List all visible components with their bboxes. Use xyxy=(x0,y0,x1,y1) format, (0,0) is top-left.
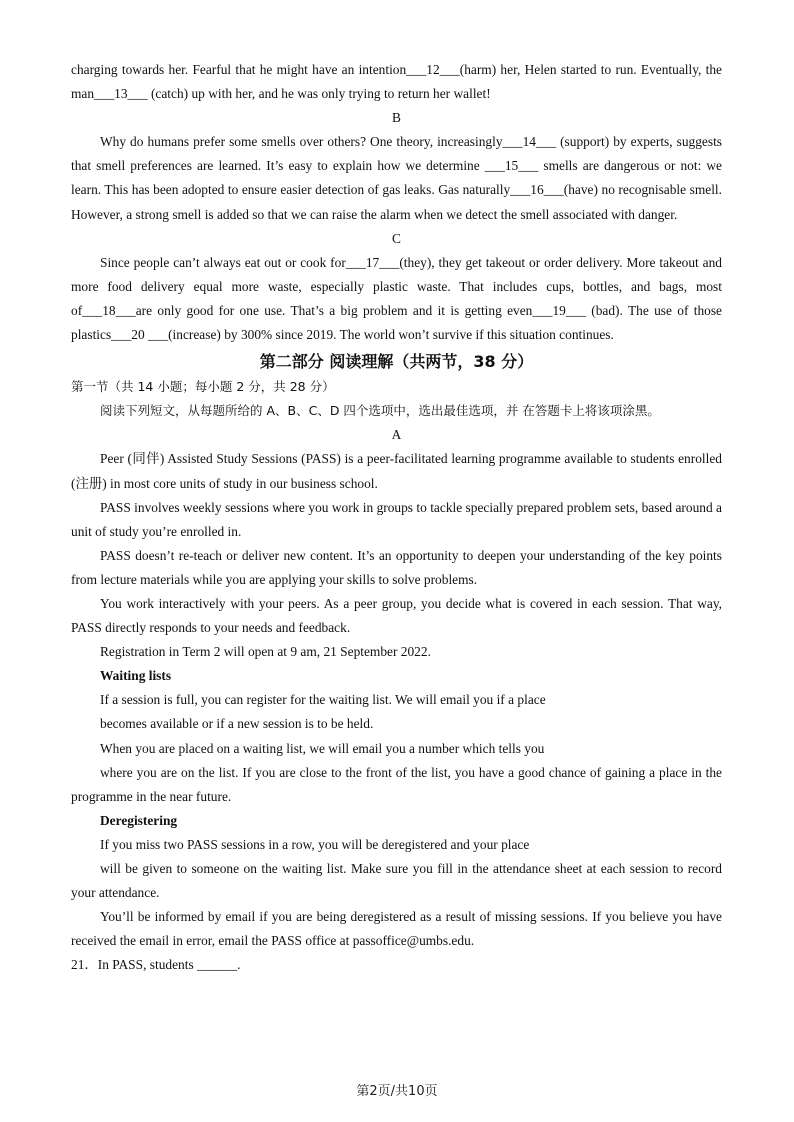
section-c-paragraph: Since people can’t always eat out or cook for___17___(they), they get takeout or order delivery. More takeout and more food delivery equal more waste, especially plastic waste. That includes cups, bottles, and bags, most of___18___are only good for one use. That’s a big problem and it is getting even___19___ (bad). The use of those plastics___20 ___(increase) by 300% since 2019. The world won’t survive if this situation continues. xyxy=(71,254,722,343)
instructions: 阅读下列短文，从每题所给的 A、B、C、D 四个选项中，选出最佳选项，并 在答题卡上将该项涂黑。 xyxy=(100,403,660,419)
waiting-line-4: where you are on the list. If you are close to the front of the list, you have a good chance of gaining a place in the programme in the near future. xyxy=(71,764,722,804)
dereg-line-1: If you miss two PASS sessions in a row, you will be deregistered and your place xyxy=(100,836,530,852)
exam-page xyxy=(71,58,722,977)
section-b-paragraph: Why do humans prefer some smells over others? One theory, increasingly___14___ (support) by experts, suggests that smell preferences are learned. It’s easy to explain how we determine ___15___ smells are dangerous or not: we learn. This has been adopted to ensure easier detection of gas leaks. Gas naturally___16___(have) no recognisable smell. However, a strong smell is added so that we can raise the alarm when we detect the smell associated with danger. xyxy=(71,134,722,222)
passage-a-label: A xyxy=(391,427,402,443)
section-b-label: B xyxy=(392,110,401,126)
waiting-line-3: When you are placed on a waiting list, we will email you a number which tells you xyxy=(100,740,545,756)
passage-a-paragraph-3: PASS doesn’t re-teach or deliver new content. It’s an opportunity to deepen your understanding of the key points from lecture materials while you are applying your skills to solve problems. xyxy=(71,547,722,587)
part-two-heading: 第二部分 阅读理解（共两节，38 分） xyxy=(259,352,534,372)
registration-line: Registration in Term 2 will open at 9 am, 21 September 2022. xyxy=(100,644,431,660)
passage-a-paragraph-1: Peer (同伴) Assisted Study Sessions (PASS) is a peer-facilitated learning programme available to students enrolled (注册) in most core units of study in our business school. xyxy=(71,451,722,491)
passage-a-paragraph-4: You work interactively with your peers. As a peer group, you decide what is covered in each session. That way, PASS directly responds to your needs and feedback. xyxy=(71,595,722,636)
waiting-line-2: becomes available or if a new session is to be held. xyxy=(100,716,374,732)
waiting-line-1: If a session is full, you can register for the waiting list. We will email you if a place xyxy=(100,692,546,708)
deregistering-heading: Deregistering xyxy=(100,812,178,828)
waiting-lists-heading: Waiting lists xyxy=(100,668,172,684)
subsection-title: 第一节（共 14 小题；每小题 2 分，共 28 分） xyxy=(71,379,335,395)
dereg-line-2: will be given to someone on the waiting list. Make sure you fill in the attendance sheet at each session to record your attendance. xyxy=(71,861,722,901)
section-c-label: C xyxy=(392,230,401,246)
question-21: 21．In PASS, students ______. xyxy=(71,957,241,973)
passage-a-continuation: charging towards her. Fearful that he might have an intention___12___(harm) her, Helen started to run. Eventually, the man___13___ (catch) up with her, and he was only trying to return her wallet! xyxy=(71,62,722,102)
page-footer: 第2页/共10页 xyxy=(356,1084,438,1099)
dereg-line-3: You’ll be informed by email if you are being deregistered as a result of missing sessions. If you believe you have received the email in error, email the PASS office at passoffice@umbs.edu. xyxy=(71,909,722,949)
passage-a-paragraph-2: PASS involves weekly sessions where you work in groups to tackle specially prepared problem sets, based around a unit of study you’re enrolled in. xyxy=(71,499,722,539)
